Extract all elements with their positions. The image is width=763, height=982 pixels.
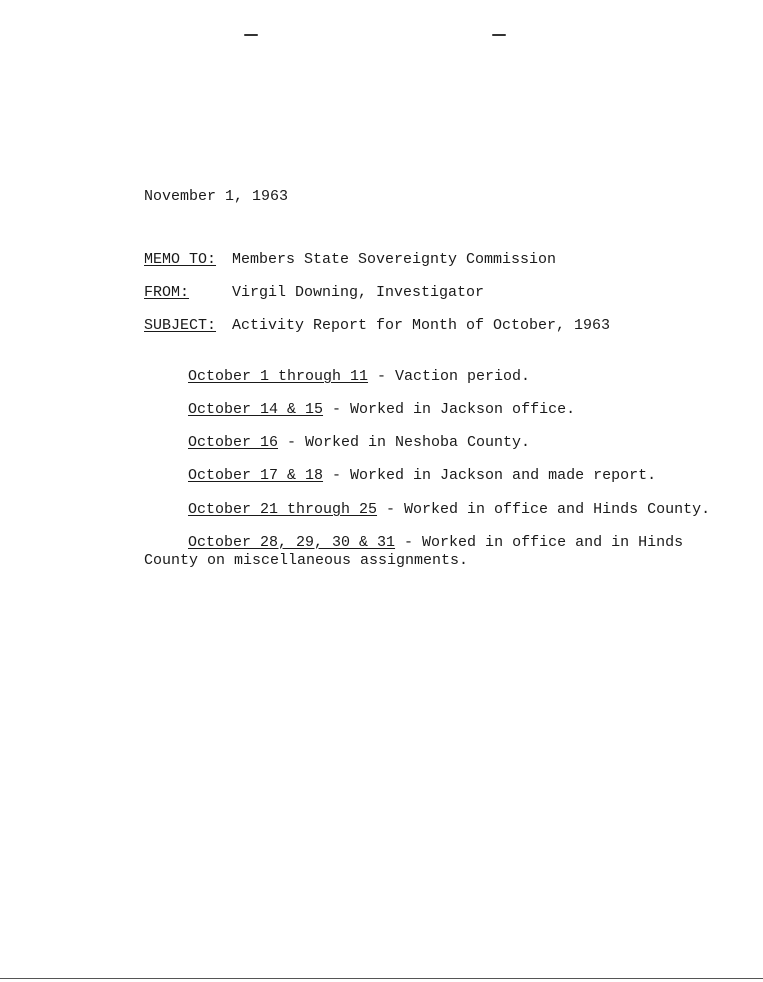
entry-text: - Worked in Neshoba County. (278, 434, 531, 451)
entry (188, 501, 710, 519)
from-label: FROM: (144, 284, 190, 301)
entry-text: - Vaction period. (368, 368, 531, 385)
entry-dates: October 17 & 18 (188, 467, 324, 484)
entry-text: - Worked in office and in Hinds (395, 534, 684, 551)
entry-dates: October 16 (188, 434, 279, 451)
entry-text: - Worked in office and Hinds County. (377, 501, 711, 518)
entry (188, 534, 683, 552)
entry (188, 434, 530, 452)
entry-continuation: County on miscellaneous assignments. (144, 552, 469, 569)
entry-dates: October 14 & 15 (188, 401, 324, 418)
entry (188, 368, 530, 386)
memo-to-value: Members State Sovereignty Commission (232, 251, 557, 268)
punch-mark (244, 34, 258, 36)
from-value: Virgil Downing, Investigator (232, 284, 485, 301)
entry-dates: October 1 through 11 (188, 368, 369, 385)
entry-dates: October 28, 29, 30 & 31 (188, 534, 396, 551)
subject-label: SUBJECT: (144, 317, 217, 334)
punch-mark (492, 34, 506, 36)
entry-text: - Worked in Jackson and made report. (323, 467, 657, 484)
entry-text: - Worked in Jackson office. (323, 401, 576, 418)
entry-dates: October 21 through 25 (188, 501, 378, 518)
page-edge-line (0, 978, 763, 979)
entry (188, 401, 575, 419)
memo-date: November 1, 1963 (144, 188, 289, 205)
subject-value: Activity Report for Month of October, 1963 (232, 317, 611, 334)
entry (188, 467, 656, 485)
memo-to-label: MEMO TO: (144, 251, 217, 268)
